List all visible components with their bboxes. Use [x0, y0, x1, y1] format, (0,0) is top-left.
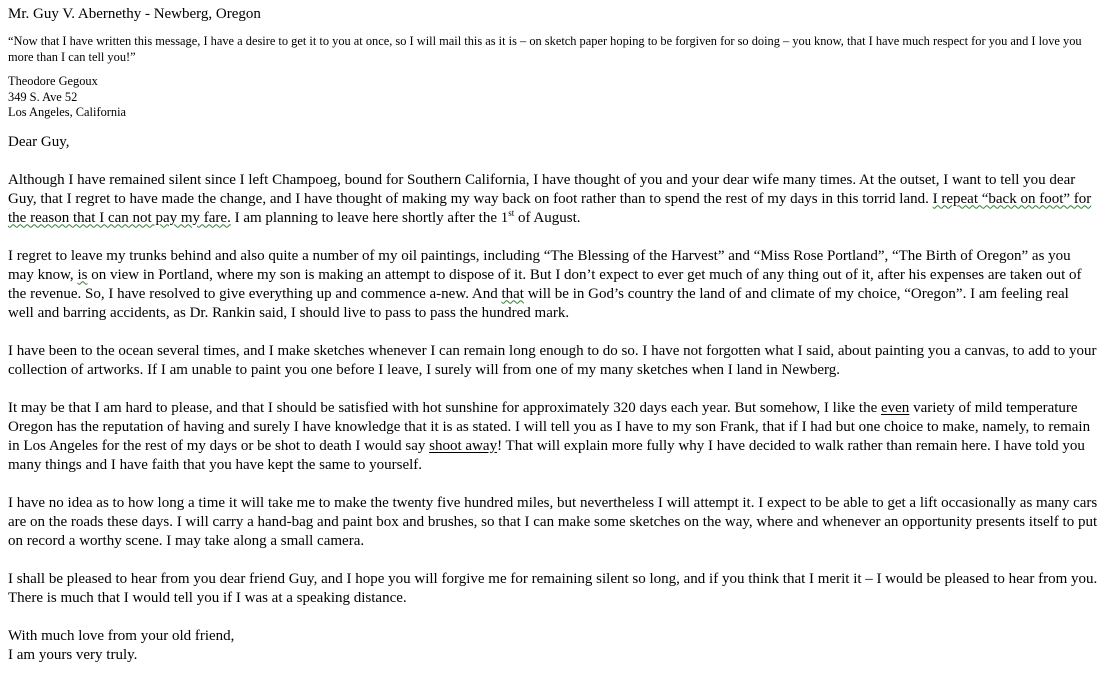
paragraph-1-text-a: Although I have remained silent since I left Champoeg, bound for Southern California, I have thought of you and your dear wife many times. At the outset, I want to tell you dear Guy, that I regret to have made the change, and I have thought of making my way back on foot rather than to spend the rest of my days in this torrid land. — [8, 171, 1076, 207]
closing-line-2: I am yours very truly. — [8, 646, 138, 663]
sender-name: Theodore Gegoux — [8, 74, 98, 88]
paragraph-2-word-that: that — [501, 285, 524, 302]
paragraph-2-word-is: is — [77, 266, 88, 283]
paragraph-1-text-b: I am planning to leave here shortly after the 1 — [230, 209, 509, 226]
paragraph-2-text-c: will be in God’s country the land of and climate of my choice, “Oregon”. I am feeling real well and barring accidents, as Dr. Rankin said, I should live to pass to pass the hundred mark. — [8, 285, 1069, 321]
paragraph-2-text-b: on view in Portland, where my son is making an attempt to dispose of it. But I don’t expect to ever get much of any thing out of it, after his expenses are taken out of the revenue. So, I have resolved to give everything up and commence a-new. And — [8, 266, 1082, 302]
paragraph-1-repeat-sentence: I repeat “back on foot” for the reason that I can not pay my fare. — [8, 190, 1092, 226]
salutation: Dear Guy, — [8, 133, 70, 150]
paragraph-4-shoot-away: shoot away — [429, 437, 498, 454]
paragraph-4-word-even: even — [880, 399, 910, 416]
sender-street: 349 S. Ave 52 — [8, 89, 78, 104]
paragraph-4-text-a: It may be that I am hard to please, and that I should be satisfied with hot sunshine for approximately 320 days each year. But somehow, I like the — [8, 399, 881, 416]
letter-document — [8, 4, 1098, 665]
paragraph-5: I have no idea as to how long a time it will take me to make the twenty five hundred miles, but nevertheless I will attempt it. I expect to be able to get a lift occasionally as many cars are on the roads these days. I will carry a hand-bag and paint box and brushes, so that I can make some sketches on the way, where and whenever an opportunity presents itself to put on record a worthy scene. I may take along a small camera. — [8, 494, 1098, 549]
recipient-heading: Mr. Guy V. Abernethy - Newberg, Oregon — [8, 6, 261, 22]
closing-line-1: With much love from your old friend, — [8, 627, 235, 644]
quote-note: “Now that I have written this message, I have a desire to get it to you at once, so I will mail this as it is – on sketch paper hoping to be forgiven for so doing – you know, that I have much respect for you and I love you more than I can tell you!” — [8, 34, 1082, 64]
sender-city: Los Angeles, California — [8, 105, 127, 119]
paragraph-6: I shall be pleased to hear from you dear friend Guy, and I hope you will forgive me for remaining silent so long, and if you think that I merit it – I would be pleased to hear from you. There is much that I would tell you if I was at a speaking distance. — [8, 570, 1098, 606]
paragraph-1 — [8, 171, 1098, 228]
paragraph-1-text-c: of August. — [514, 209, 581, 226]
paragraph-1-superscript: st — [508, 207, 515, 218]
paragraph-2-text-a: I regret to leave my trunks behind and also quite a number of my oil paintings, including “The Blessing of the Harvest” and “Miss Rose Portland”, “The Birth of Oregon” as you may know, — [8, 247, 1071, 283]
paragraph-4-text-b: variety of mild temperature Oregon has the reputation of having and surely I have knowledge that it is as stated. I will tell you as I have to my son Frank, that if I had but one choice to make, namely, to remain in Los Angeles for the rest of my days or be shot to death I would say — [8, 399, 1091, 454]
paragraph-2 — [8, 247, 1098, 323]
sender-address — [8, 74, 1098, 121]
paragraph-4 — [8, 399, 1098, 475]
paragraph-4-text-c: ! That will explain more fully why I have decided to walk rather than remain here. I have told you many things and I have faith that you have kept the same to yourself. — [8, 437, 1085, 473]
paragraph-3: I have been to the ocean several times, and I make sketches whenever I can remain long enough to do so. I have not forgotten what I said, about painting you a canvas, to add to your collection of artworks. If I am unable to paint you one before I leave, I surely will from one of my many sketches when I land in Newberg. — [8, 342, 1097, 378]
